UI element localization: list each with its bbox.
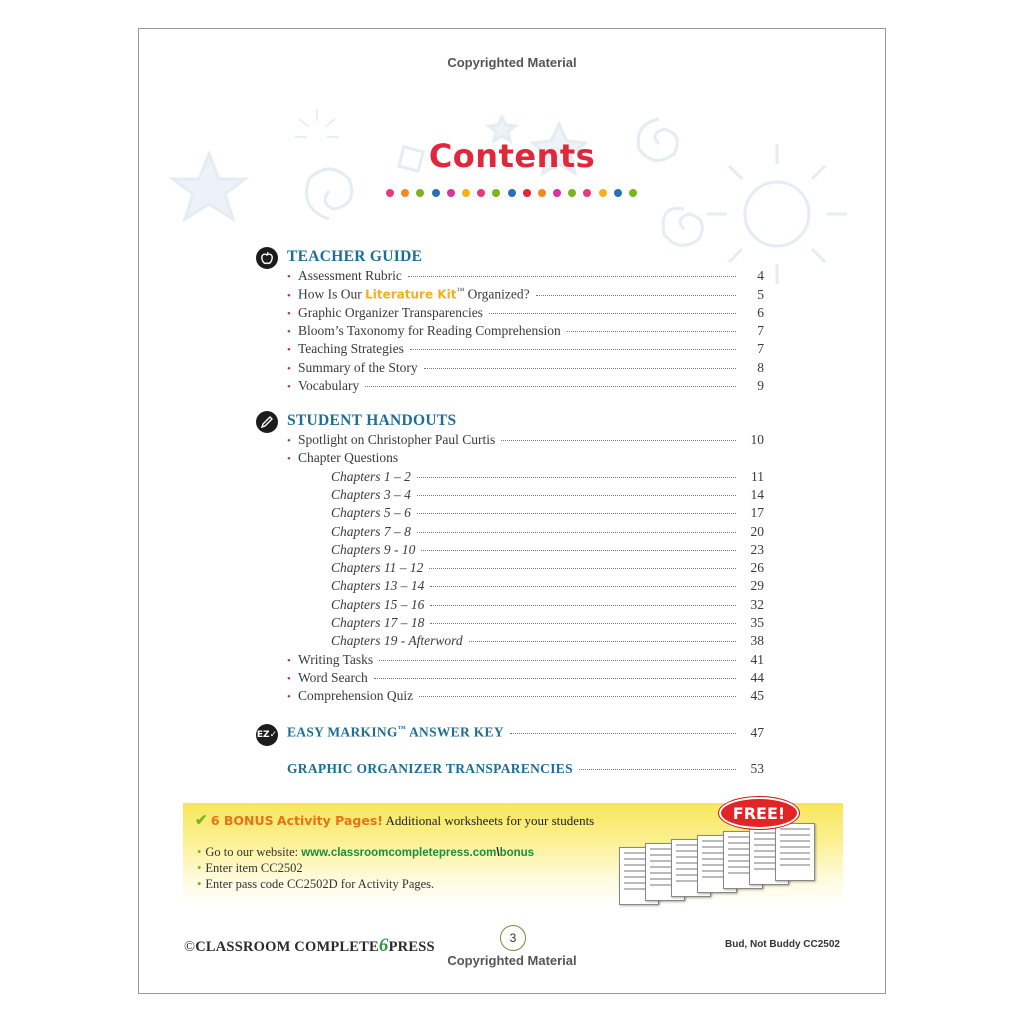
page-number: 7 xyxy=(757,341,764,357)
page-number: 32 xyxy=(750,596,764,612)
entry-label: Vocabulary xyxy=(298,377,360,393)
toc-chapter-entry[interactable] xyxy=(331,633,764,651)
bullet: • xyxy=(287,691,291,704)
decorative-dot xyxy=(523,189,531,197)
entry-label: How Is Our Literature Kit™ Organized? xyxy=(298,286,530,302)
page-number: 17 xyxy=(750,505,764,521)
dot-leader xyxy=(408,276,736,277)
toc-entry[interactable] xyxy=(287,670,764,688)
page-number: 44 xyxy=(750,669,764,685)
toc-entry[interactable] xyxy=(287,378,764,396)
bonus-heading: ✔ 6 BONUS Activity Pages! Additional worksheets for your students xyxy=(195,813,595,829)
bullet: • xyxy=(287,289,291,302)
bullet: • xyxy=(287,453,291,466)
page-number: 23 xyxy=(750,541,764,557)
document-page xyxy=(138,28,886,994)
page-number: 38 xyxy=(750,633,764,649)
toc-chapter-entry[interactable] xyxy=(331,524,764,542)
entry-label: Chapters 5 – 6 xyxy=(331,505,411,521)
dot-leader xyxy=(536,295,736,296)
student-handouts-heading: STUDENT HANDOUTS xyxy=(287,412,457,429)
toc-chapter-entry[interactable] xyxy=(331,597,764,615)
page-number: 53 xyxy=(750,761,764,776)
bullet: • xyxy=(287,325,291,338)
bullet: • xyxy=(287,362,291,375)
bonus-banner xyxy=(183,803,843,907)
decorative-dot xyxy=(614,189,622,197)
dot-leader xyxy=(429,568,736,569)
page-number: 6 xyxy=(757,304,764,320)
apple-icon xyxy=(256,247,278,269)
dot-leader xyxy=(419,696,736,697)
bullet: • xyxy=(287,307,291,320)
decorative-dot xyxy=(386,189,394,197)
bullet: • xyxy=(287,344,291,357)
dot-leader xyxy=(374,678,736,679)
entry-label: Word Search xyxy=(298,669,368,685)
decorative-dot xyxy=(553,189,561,197)
decorative-dot-row xyxy=(386,189,637,197)
entry-label: Teaching Strategies xyxy=(298,341,404,357)
page-title: Contents xyxy=(428,137,596,175)
decorative-dot xyxy=(568,189,576,197)
toc-chapter-entry[interactable] xyxy=(331,560,764,578)
page-number: 8 xyxy=(757,359,764,375)
toc-entry[interactable] xyxy=(287,268,764,286)
decorative-dot xyxy=(508,189,516,197)
entry-label: Bloom’s Taxonomy for Reading Comprehension xyxy=(298,322,561,338)
decorative-dot xyxy=(538,189,546,197)
worksheet-thumbnail xyxy=(775,823,815,881)
page-number: 7 xyxy=(757,322,764,338)
dot-leader xyxy=(417,513,736,514)
bullet: • xyxy=(287,435,291,447)
dot-leader xyxy=(469,641,736,642)
decorative-dot xyxy=(492,189,500,197)
toc-entry[interactable] xyxy=(287,323,764,341)
bonus-item-line: • Enter item CC2502 xyxy=(197,861,303,875)
toc-entry[interactable] xyxy=(287,305,764,323)
page-number: 9 xyxy=(757,377,764,393)
toc-chapter-entry[interactable] xyxy=(331,542,764,560)
toc-entry[interactable] xyxy=(287,652,764,670)
toc-entry[interactable] xyxy=(287,432,764,450)
page-number: 10 xyxy=(750,432,764,447)
publisher-logo: ©CLASSROOM COMPLETE6PRESS xyxy=(184,935,435,956)
pencil-icon xyxy=(256,411,278,433)
page-number: 5 xyxy=(757,286,764,302)
decorative-dot xyxy=(432,189,440,197)
page-number: 29 xyxy=(750,578,764,594)
toc-chapter-entry[interactable] xyxy=(331,505,764,523)
decorative-dot xyxy=(477,189,485,197)
easy-marking-icon: EZ✓ xyxy=(256,724,278,746)
page-number: 47 xyxy=(750,724,764,740)
entry-label: Chapters 11 – 12 xyxy=(331,560,424,576)
decorative-dot xyxy=(599,189,607,197)
book-code: Bud, Not Buddy CC2502 xyxy=(724,939,840,950)
bonus-website-line: • Go to our website: www.classroomcompletepress.com\bonus xyxy=(197,845,535,859)
decorative-dot xyxy=(401,189,409,197)
decorative-dot xyxy=(583,189,591,197)
entry-label: Chapters 17 – 18 xyxy=(331,615,425,630)
dot-leader xyxy=(365,386,736,387)
entry-label: Chapters 9 - 10 xyxy=(331,541,416,557)
decorative-dot xyxy=(447,189,455,197)
entry-label: Summary of the Story xyxy=(298,359,418,375)
entry-label: Comprehension Quiz xyxy=(298,688,414,704)
entry-label: Chapters 1 – 2 xyxy=(331,468,411,484)
dot-leader xyxy=(424,368,736,369)
dot-leader xyxy=(379,660,736,661)
dot-leader xyxy=(430,605,736,606)
page-number-badge: 3 xyxy=(500,925,526,951)
toc-entry[interactable] xyxy=(287,450,764,468)
entry-label: Chapter Questions xyxy=(298,450,399,466)
decorative-dot xyxy=(629,189,637,197)
toc-chapter-entry[interactable] xyxy=(331,469,764,487)
bonus-passcode-line: • Enter pass code CC2502D for Activity Pages. xyxy=(197,877,435,891)
page-number: 11 xyxy=(751,468,764,484)
dot-leader xyxy=(489,313,736,314)
dot-leader xyxy=(567,331,736,332)
bonus-url[interactable]: www.classroomcompletepress.com\bonus xyxy=(301,847,535,859)
dot-leader xyxy=(417,532,736,533)
decorative-dot xyxy=(462,189,470,197)
dot-leader xyxy=(417,495,736,496)
entry-label: Chapters 13 – 14 xyxy=(331,578,425,594)
entry-label: Assessment Rubric xyxy=(298,268,402,283)
dot-leader xyxy=(430,586,736,587)
bullet: • xyxy=(287,672,291,685)
toc-entry[interactable] xyxy=(287,286,764,304)
bullet: • xyxy=(287,380,291,393)
toc-entry[interactable] xyxy=(287,688,764,706)
entry-label: Chapters 7 – 8 xyxy=(331,523,411,539)
free-badge: FREE! xyxy=(719,797,799,829)
toc-entry[interactable] xyxy=(287,341,764,359)
page-number: 45 xyxy=(750,688,764,704)
entry-label: Writing Tasks xyxy=(298,651,374,667)
entry-label: Chapters 3 – 4 xyxy=(331,486,411,502)
toc-chapter-entry[interactable] xyxy=(331,578,764,596)
toc-entry[interactable] xyxy=(287,360,764,378)
page-number: 35 xyxy=(750,615,764,630)
page-number: 14 xyxy=(750,486,764,502)
copyright-footer: Copyrighted Material xyxy=(447,953,577,968)
entry-label: Graphic Organizer Transparencies xyxy=(298,304,483,320)
dot-leader xyxy=(430,623,736,624)
toc-chapter-entry[interactable] xyxy=(331,615,764,633)
page-number: 20 xyxy=(750,523,764,539)
dot-leader xyxy=(417,477,736,478)
teacher-guide-heading: TEACHER GUIDE xyxy=(287,248,423,265)
copyright-header: Copyrighted Material xyxy=(447,55,577,70)
decorative-background xyxy=(139,69,886,289)
bullet: • xyxy=(287,271,291,283)
page-number: 41 xyxy=(750,651,764,667)
toc-entry-transparencies[interactable]: GRAPHIC ORGANIZER TRANSPARENCIES 53 xyxy=(287,761,764,776)
entry-label: Chapters 19 - Afterword xyxy=(331,633,463,649)
dot-leader xyxy=(501,440,736,441)
dot-leader xyxy=(410,349,736,350)
toc-chapter-entry[interactable] xyxy=(331,487,764,505)
page-number: 4 xyxy=(757,268,764,283)
dot-leader xyxy=(421,550,736,551)
decorative-dot xyxy=(416,189,424,197)
toc-entry-answer-key[interactable]: EASY MARKING™ ANSWER KEY 47 xyxy=(287,724,764,740)
bullet: • xyxy=(287,654,291,667)
page-number: 26 xyxy=(750,560,764,576)
entry-label: Chapters 15 – 16 xyxy=(331,596,425,612)
entry-label: Spotlight on Christopher Paul Curtis xyxy=(298,432,496,447)
